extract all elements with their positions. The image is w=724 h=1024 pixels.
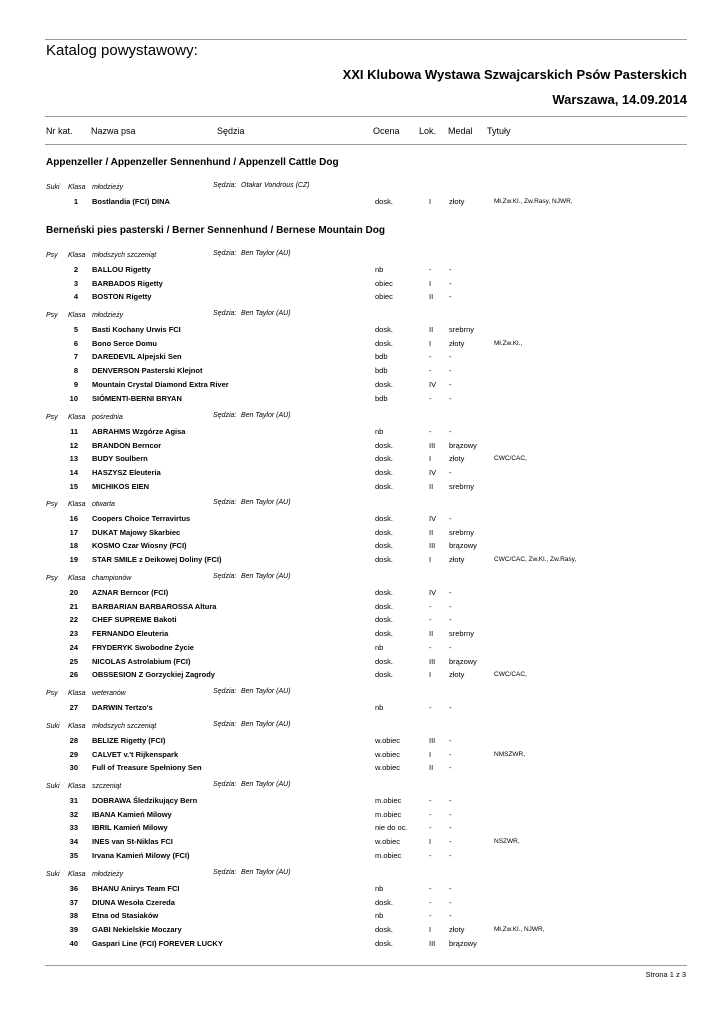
class-name: młodzieży (92, 312, 124, 319)
entry-rating: dosk. (375, 514, 393, 523)
entry-medal: - (449, 615, 452, 625)
dog-name: BARBARIAN BARBAROSSA Altura (92, 601, 217, 611)
dog-name: IBANA Kamień Milowy (92, 809, 172, 819)
entry-number: 18 (69, 541, 78, 551)
entry-rating: dosk. (375, 897, 393, 907)
entry-place: - (429, 897, 432, 907)
dog-name: IBRIL Kamień Milowy (92, 823, 168, 833)
entry-medal: - (449, 468, 452, 478)
entry-number: 12 (69, 440, 78, 450)
judge-prefix: Sędzia: (213, 869, 237, 876)
col-header-place: Lok. (419, 126, 437, 136)
class-name: młodszych szczeniąt (92, 252, 157, 259)
entry-rating: dosk. (375, 555, 393, 565)
entry-medal: - (449, 897, 452, 907)
class-judge: Ben Taylor (AU) (241, 688, 291, 695)
dog-name: Coopers Choice Terravirtus (92, 514, 191, 523)
event-name: XXI Klubowa Wystawa Szwajcarskich Psów Pasterskich (342, 67, 687, 82)
entry-medal: - (449, 427, 452, 436)
class-prefix: Klasa (68, 501, 86, 508)
dog-name: BRANDON Berncor (92, 440, 162, 450)
entry-medal: srebrny (449, 481, 475, 491)
entry-place: - (429, 796, 432, 805)
class-prefix: Klasa (68, 312, 86, 319)
entry-number: 6 (73, 338, 78, 348)
entry-number: 3 (73, 278, 78, 288)
dog-name: DIUNA Wesoła Czereda (92, 897, 175, 907)
class-judge: Ben Taylor (AU) (241, 310, 291, 317)
entry-place: I (429, 555, 432, 565)
dog-name: Gaspari Line (FCI) FOREVER LUCKY (92, 938, 223, 948)
dog-name: BARBADOS Rigetty (92, 278, 163, 288)
entry-rating: dosk. (375, 615, 393, 625)
entry-rating: dosk. (375, 379, 393, 389)
entry-place: II (429, 629, 434, 639)
entry-place: - (429, 601, 432, 611)
entry-medal: złoty (449, 197, 465, 206)
judge-prefix: Sędzia: (213, 781, 237, 788)
entry-titles: Mł.Zw.Kl., NJWR, (494, 926, 545, 934)
entry-number: 4 (73, 292, 78, 302)
entry-rating: w.obiec (375, 763, 401, 773)
entry-number: 11 (70, 427, 78, 436)
breed-title: Berneński pies pasterski / Berner Sennenhund / Bernese Mountain Dog (46, 225, 385, 236)
entry-medal: - (449, 763, 452, 773)
entry-place: - (429, 703, 432, 712)
entry-medal: - (449, 278, 452, 288)
entry-medal: - (449, 379, 452, 389)
entry-medal: złoty (449, 338, 465, 348)
entry-number: 5 (73, 325, 78, 334)
entry-titles: NMSZWR, (494, 750, 526, 758)
entry-rating: bdb (375, 352, 388, 362)
entry-titles: CWC/CAC, (494, 455, 527, 463)
class-prefix: Klasa (68, 414, 86, 421)
dog-name: KOSMO Czar Wiosny (FCI) (92, 541, 187, 551)
class-prefix: Klasa (68, 575, 86, 582)
class-sex: Suki (46, 783, 60, 790)
class-sex: Psy (46, 252, 58, 259)
entry-place: - (429, 809, 432, 819)
entry-rating: nb (375, 884, 384, 893)
entry-place: III (429, 656, 436, 666)
entry-place: IV (429, 468, 437, 478)
entry-place: I (429, 338, 432, 348)
footer-rule (45, 965, 687, 966)
dog-name: AZNAR Berncor (FCI) (92, 588, 169, 597)
dog-name: BHANU Anirys Team FCI (92, 884, 180, 893)
entry-rating: dosk. (375, 527, 393, 537)
judge-prefix: Sędzia: (213, 250, 237, 257)
dog-name: CALVET v.'t Rijkenspark (92, 749, 179, 759)
entry-place: III (429, 440, 436, 450)
entry-place: I (429, 278, 432, 288)
entry-number: 37 (69, 897, 78, 907)
entry-rating: nie do oc. (375, 823, 408, 833)
entry-number: 22 (69, 615, 78, 625)
class-judge: Otakar Vondrous (CZ) (241, 182, 310, 189)
entry-medal: - (449, 393, 452, 403)
dog-name: Full of Treasure Spełniony Sen (92, 763, 202, 773)
entry-number: 10 (69, 393, 78, 403)
entry-medal: - (449, 601, 452, 611)
entry-place: IV (429, 379, 437, 389)
col-header-nr: Nr kat. (46, 126, 73, 136)
dog-name: GABI Nekielskie Moczary (92, 925, 182, 935)
entry-medal: - (449, 911, 452, 921)
class-prefix: Klasa (68, 783, 86, 790)
dog-name: BOSTON Rigetty (92, 292, 152, 302)
dog-name: DOBRAWA Śledzikujący Bern (92, 796, 198, 805)
entry-titles: CWC/CAC, (494, 671, 527, 679)
class-judge: Ben Taylor (AU) (241, 781, 291, 788)
class-judge: Ben Taylor (AU) (241, 250, 291, 257)
class-sex: Psy (46, 414, 58, 421)
entry-titles: NSZWR, (494, 838, 520, 846)
entry-medal: - (449, 588, 452, 597)
entry-number: 32 (69, 809, 78, 819)
class-judge: Ben Taylor (AU) (241, 573, 291, 580)
dog-name: MICHIKOS EIEN (92, 481, 150, 491)
dog-name: BELIZE Rigetty (FCI) (92, 736, 166, 745)
entry-number: 24 (69, 642, 78, 652)
entry-medal: złoty (449, 555, 465, 565)
entry-titles: Mł.Zw.Kl., (494, 339, 523, 347)
entry-rating: dosk. (375, 925, 393, 935)
entry-medal: - (449, 850, 452, 860)
entry-medal: - (449, 796, 452, 805)
entry-place: IV (429, 514, 437, 523)
entry-medal: brązowy (449, 656, 477, 666)
entry-number: 40 (69, 938, 78, 948)
entry-number: 21 (69, 601, 78, 611)
dog-name: CHEF SUPREME Bakoti (92, 615, 177, 625)
class-judge: Ben Taylor (AU) (241, 412, 291, 419)
entry-number: 8 (73, 366, 78, 376)
entry-number: 2 (73, 265, 78, 274)
class-sex: Psy (46, 312, 58, 319)
entry-rating: dosk. (375, 338, 393, 348)
dog-name: Basti Kochany Urwis FCI (92, 325, 181, 334)
entry-medal: - (449, 837, 452, 847)
entry-place: I (429, 925, 432, 935)
entry-place: III (429, 541, 436, 551)
entry-place: I (429, 749, 432, 759)
dog-name: DAREDEVIL Alpejski Sen (92, 352, 182, 362)
entry-number: 27 (69, 703, 78, 712)
entry-rating: dosk. (375, 197, 393, 206)
entry-number: 34 (69, 837, 78, 847)
entry-rating: bdb (375, 393, 388, 403)
entry-number: 13 (69, 454, 78, 464)
entry-number: 26 (69, 670, 78, 680)
dog-name: NICOLAS Astrolabium (FCI) (92, 656, 191, 666)
class-judge: Ben Taylor (AU) (241, 499, 291, 506)
entry-number: 33 (69, 823, 78, 833)
entry-rating: obiec (375, 278, 393, 288)
entry-rating: dosk. (375, 440, 393, 450)
entry-rating: dosk. (375, 601, 393, 611)
entry-number: 39 (69, 925, 78, 935)
dog-name: FERNANDO Eleuteria (92, 629, 169, 639)
entry-rating: w.obiec (375, 837, 401, 847)
entry-rating: nb (375, 265, 384, 274)
class-sex: Suki (46, 871, 60, 878)
entry-medal: brązowy (449, 440, 477, 450)
entry-medal: złoty (449, 454, 465, 464)
col-header-medal: Medal (448, 126, 473, 136)
class-name: otwarta (92, 501, 115, 508)
entry-place: - (429, 884, 432, 893)
dog-name: Etna od Stasiaków (92, 911, 159, 921)
dog-name: FRYDERYK Swobodne Życie (92, 642, 194, 652)
entry-place: III (429, 938, 436, 948)
document-title: Katalog powystawowy: (46, 42, 198, 59)
entry-rating: dosk. (375, 588, 393, 597)
dog-name: Bono Serce Domu (92, 338, 158, 348)
class-judge: Ben Taylor (AU) (241, 869, 291, 876)
entry-rating: nb (375, 703, 384, 712)
dog-name: INES van St-Niklas FCI (92, 837, 173, 847)
entry-medal: - (449, 265, 452, 274)
entry-rating: m.obiec (375, 850, 402, 860)
class-name: championów (92, 575, 132, 582)
class-name: weteranów (92, 690, 126, 697)
judge-prefix: Sędzia: (213, 573, 237, 580)
dog-name: STAR SMILE z Deikowej Doliny (FCI) (92, 555, 222, 565)
entry-number: 19 (69, 555, 78, 565)
entry-medal: brązowy (449, 541, 477, 551)
entry-place: - (429, 393, 432, 403)
entry-place: II (429, 292, 434, 302)
class-name: młodzieży (92, 871, 124, 878)
entry-rating: dosk. (375, 938, 393, 948)
entry-rating: bdb (375, 366, 388, 376)
col-header-titles: Tytuły (487, 126, 511, 136)
class-prefix: Klasa (68, 871, 86, 878)
entry-number: 23 (69, 629, 78, 639)
entry-number: 28 (69, 736, 78, 745)
entry-titles: Mł.Zw.Kl., Zw.Rasy, NJWR, (494, 198, 573, 205)
judge-prefix: Sędzia: (213, 721, 237, 728)
entry-rating: m.obiec (375, 796, 402, 805)
entry-medal: - (449, 352, 452, 362)
event-place-date: Warszawa, 14.09.2014 (552, 92, 687, 107)
entry-place: II (429, 527, 434, 537)
entry-place: I (429, 670, 432, 680)
class-judge: Ben Taylor (AU) (241, 721, 291, 728)
entry-rating: nb (375, 911, 384, 921)
dog-name: Irvana Kamień Milowy (FCI) (92, 850, 190, 860)
entry-place: I (429, 837, 432, 847)
entry-place: - (429, 265, 432, 274)
dog-name: DENVERSON Pasterski Klejnot (92, 366, 203, 376)
entry-medal: - (449, 642, 452, 652)
class-sex: Suki (46, 723, 60, 730)
entry-rating: w.obiec (375, 749, 401, 759)
entry-medal: srebrny (449, 325, 475, 334)
entry-medal: srebrny (449, 629, 475, 639)
entry-number: 20 (69, 588, 78, 597)
judge-prefix: Sędzia: (213, 688, 237, 695)
class-name: młodzieży (92, 184, 124, 191)
entry-rating: w.obiec (375, 736, 401, 745)
entry-number: 16 (69, 514, 78, 523)
judge-prefix: Sędzia: (213, 412, 237, 419)
entry-place: - (429, 823, 432, 833)
dog-name: BUDY Soulbern (92, 454, 148, 464)
col-header-rating: Ocena (373, 126, 400, 136)
class-prefix: Klasa (68, 184, 86, 191)
entry-number: 7 (73, 352, 78, 362)
entry-number: 17 (69, 527, 78, 537)
page-number: Strona 1 z 3 (645, 970, 686, 979)
entry-number: 31 (69, 796, 78, 805)
entry-place: - (429, 615, 432, 625)
entry-number: 15 (69, 481, 78, 491)
entry-rating: dosk. (375, 454, 393, 464)
entry-medal: srebrny (449, 527, 475, 537)
class-sex: Psy (46, 690, 58, 697)
entry-rating: nb (375, 427, 384, 436)
entry-place: - (429, 352, 432, 362)
entry-number: 9 (73, 379, 78, 389)
entry-titles: CWC/CAC, Zw.Kl., Zw.Rasy, (494, 556, 577, 564)
entry-rating: dosk. (375, 541, 393, 551)
entry-place: III (429, 736, 436, 745)
judge-prefix: Sędzia: (213, 310, 237, 317)
entry-medal: złoty (449, 670, 465, 680)
judge-prefix: Sędzia: (213, 182, 237, 189)
entry-rating: obiec (375, 292, 393, 302)
class-sex: Suki (46, 184, 60, 191)
judge-prefix: Sędzia: (213, 499, 237, 506)
entry-place: II (429, 481, 434, 491)
entry-rating: dosk. (375, 656, 393, 666)
dog-name: SIÓMENTI-BERNI BRYAN (92, 393, 182, 403)
entry-medal: - (449, 736, 452, 745)
entry-rating: dosk. (375, 481, 393, 491)
entry-number: 14 (69, 468, 78, 478)
entry-medal: złoty (449, 925, 465, 935)
entry-medal: - (449, 703, 452, 712)
class-prefix: Klasa (68, 690, 86, 697)
class-prefix: Klasa (68, 723, 86, 730)
col-header-judge: Sędzia (217, 126, 245, 136)
breed-title: Appenzeller / Appenzeller Sennenhund / Appenzell Cattle Dog (46, 157, 339, 168)
entry-medal: - (449, 514, 452, 523)
entry-place: I (429, 197, 432, 206)
entry-place: II (429, 325, 434, 334)
dog-name: OBSSESION Z Gorzyckiej Zagrody (92, 670, 215, 680)
class-name: pośrednia (92, 414, 123, 421)
entry-rating: dosk. (375, 325, 393, 334)
entry-place: II (429, 763, 434, 773)
class-name: młodszych szczeniąt (92, 723, 157, 730)
class-sex: Psy (46, 575, 58, 582)
entry-rating: nb (375, 642, 384, 652)
entry-place: - (429, 850, 432, 860)
entry-medal: - (449, 809, 452, 819)
entry-rating: dosk. (375, 468, 393, 478)
entry-medal: - (449, 366, 452, 376)
entry-place: - (429, 911, 432, 921)
entry-rating: dosk. (375, 629, 393, 639)
entry-medal: - (449, 292, 452, 302)
entry-number: 25 (69, 656, 78, 666)
class-name: szczeniąt (92, 783, 122, 790)
dog-name: Bostlandia (FCI) DINA (92, 197, 170, 206)
entry-medal: brązowy (449, 938, 477, 948)
entry-rating: dosk. (375, 670, 393, 680)
entry-place: I (429, 454, 432, 464)
col-header-name: Nazwa psa (91, 126, 136, 136)
entry-number: 35 (69, 850, 78, 860)
class-prefix: Klasa (68, 252, 86, 259)
entry-number: 1 (73, 197, 78, 206)
entry-number: 36 (69, 884, 78, 893)
dog-name: BALLOU Rigetty (92, 265, 151, 274)
entry-place: - (429, 366, 432, 376)
dog-name: Mountain Crystal Diamond Extra River (92, 379, 229, 389)
entry-place: IV (429, 588, 437, 597)
class-sex: Psy (46, 501, 58, 508)
entry-number: 38 (69, 911, 78, 921)
entry-place: - (429, 642, 432, 652)
entry-place: - (429, 427, 432, 436)
entry-rating: m.obiec (375, 809, 402, 819)
entry-medal: - (449, 884, 452, 893)
entry-medal: - (449, 823, 452, 833)
dog-name: DUKAT Majowy Skarbiec (92, 527, 181, 537)
dog-name: ABRAHMS Wzgórze Agisa (92, 427, 186, 436)
entry-number: 29 (69, 749, 78, 759)
entry-number: 30 (69, 763, 78, 773)
dog-name: DARWIN Tertzo's (92, 703, 153, 712)
entry-medal: - (449, 749, 452, 759)
dog-name: HASZYSZ Eleuteria (92, 468, 161, 478)
